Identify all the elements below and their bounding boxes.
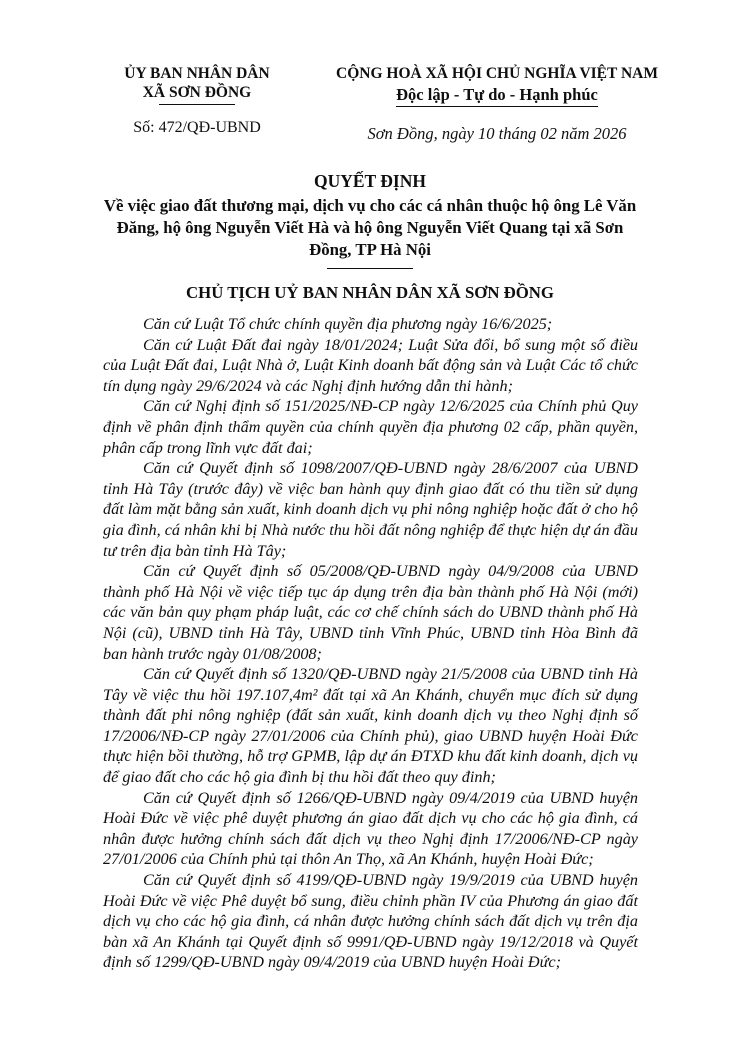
org-name-underline <box>159 104 235 105</box>
national-title: CỘNG HOÀ XÃ HỘI CHỦ NGHĨA VIỆT NAM <box>336 65 658 82</box>
legal-basis-paragraph: Căn cứ Quyết định số 4199/QĐ-UBND ngày 19/9/2019 của UBND huyện Hoài Đức về việc Phê duyệt bổ sung, điều chỉnh phần IV của Phương án giao đất dịch vụ cho các hộ gia đình, cá nhân được hưởng chính sách đất dịch vụ trên địa bàn xã An Khánh tại Quyết định số 9991/QĐ-UBND ngày 19/12/2018 và Quyết định số 1299/QĐ-UBND ngày 09/4/2019 của UBND huyện Hoài Đức; <box>103 871 638 972</box>
legal-basis-paragraph: Căn cứ Quyết định số 1098/2007/QĐ-UBND ngày 28/6/2007 của UBND tỉnh Hà Tây (trước đây) về việc ban hành quy định giao đất có thu tiền sử dụng đất làm mặt bằng sản xuất, kinh doanh dịch vụ phi nông nghiệp hoặc đất ở cho hộ gia đình, cá nhân khi bị Nhà nước thu hồi đất nông nghiệp để thực hiện dự án đầu tư trên địa bàn tỉnh Hà Tây; <box>103 459 638 560</box>
legal-basis-paragraph: Căn cứ Luật Tổ chức chính quyền địa phương ngày 16/6/2025; <box>143 315 553 333</box>
issuing-authority-line: CHỦ TỊCH UỶ BAN NHÂN DÂN XÃ SƠN ĐỒNG <box>186 283 554 302</box>
org-name-line1: ỦY BAN NHÂN DÂN <box>124 65 270 82</box>
document-subject: Về việc giao đất thương mại, dịch vụ cho các cá nhân thuộc hộ ông Lê Văn Đăng, hộ ông Nguyễn Viết Hà và hộ ông Nguyễn Viết Quang tại xã Sơn Đồng, TP Hà Nội <box>103 196 637 259</box>
document-number: Số: 472/QĐ-UBND <box>133 119 261 136</box>
issuing-org-block <box>62 64 332 137</box>
legal-basis-paragraph: Căn cứ Quyết định số 05/2008/QĐ-UBND ngày 04/9/2008 của UBND thành phố Hà Nội về việc tiếp tục áp dụng trên địa bàn thành phố Hà Nội (mới) các văn bản quy phạm pháp luật, các cơ chế chính sách do UBND thành phố Hà Nội (cũ), UBND tỉnh Hà Tây, UBND tỉnh Vĩnh Phúc, UBND tỉnh Hòa Bình đã ban hành trước ngày 01/08/2008; <box>103 562 638 663</box>
org-name-line2: XÃ SƠN ĐỒNG <box>142 84 252 101</box>
national-motto-block <box>332 64 662 144</box>
legal-basis-paragraph: Căn cứ Quyết định số 1266/QĐ-UBND ngày 09/4/2019 của UBND huyện Hoài Đức về việc phê duyệt phương án giao đất dịch vụ cho các hộ gia đình, cá nhân được hưởng chính sách đất dịch vụ theo Nghị định 17/2006/NĐ-CP ngày 27/01/2006 của Chính phủ tại thôn An Thọ, xã An Khánh, huyện Hoài Đức; <box>103 788 638 869</box>
legal-basis-paragraph: Căn cứ Nghị định số 151/2025/NĐ-CP ngày 12/6/2025 của Chính phủ Quy định về phân định thẩm quyền của chính quyền địa phương 02 cấp, phần quyền, phân cấp trong lĩnh vực đất đai; <box>103 397 638 457</box>
place-and-date: Sơn Đồng, ngày 10 tháng 02 năm 2026 <box>367 124 627 143</box>
national-motto <box>332 85 662 107</box>
title-block <box>0 170 740 303</box>
legal-basis-paragraph: Căn cứ Luật Đất đai ngày 18/01/2024; Luật Sửa đổi, bổ sung một số điều của Luật Đất đai, Luật Nhà ở, Luật Kinh doanh bất động sản và Luật Các tổ chức tín dụng ngày 29/6/2024 và các Nghị định hướng dẫn thi hành; <box>103 335 638 395</box>
document-body <box>103 314 638 973</box>
subject-underline <box>327 268 413 269</box>
legal-basis-paragraph: Căn cứ Quyết định số 1320/QĐ-UBND ngày 21/5/2008 của UBND tỉnh Hà Tây về việc thu hồi 197.107,4m² đất tại xã An Khánh, chuyển mục đích sử dụng thành đất phi nông nghiệp (đất sản xuất, kinh doanh dịch vụ theo Nghị định số 17/2006/NĐ-CP ngày 27/01/2006 của Chính phủ), giao UBND huyện Hoài Đức thực hiện bồi thường, hỗ trợ GPMB, lập dự án ĐTXD khu đất kinh doanh, dịch vụ để giao đất cho các hộ gia đình bị thu hồi đất theo quy đinh; <box>103 665 638 787</box>
document-header <box>0 64 740 144</box>
national-motto-text: Độc lập - Tự do - Hạnh phúc <box>396 85 598 107</box>
document-heading: QUYẾT ĐỊNH <box>314 171 426 191</box>
